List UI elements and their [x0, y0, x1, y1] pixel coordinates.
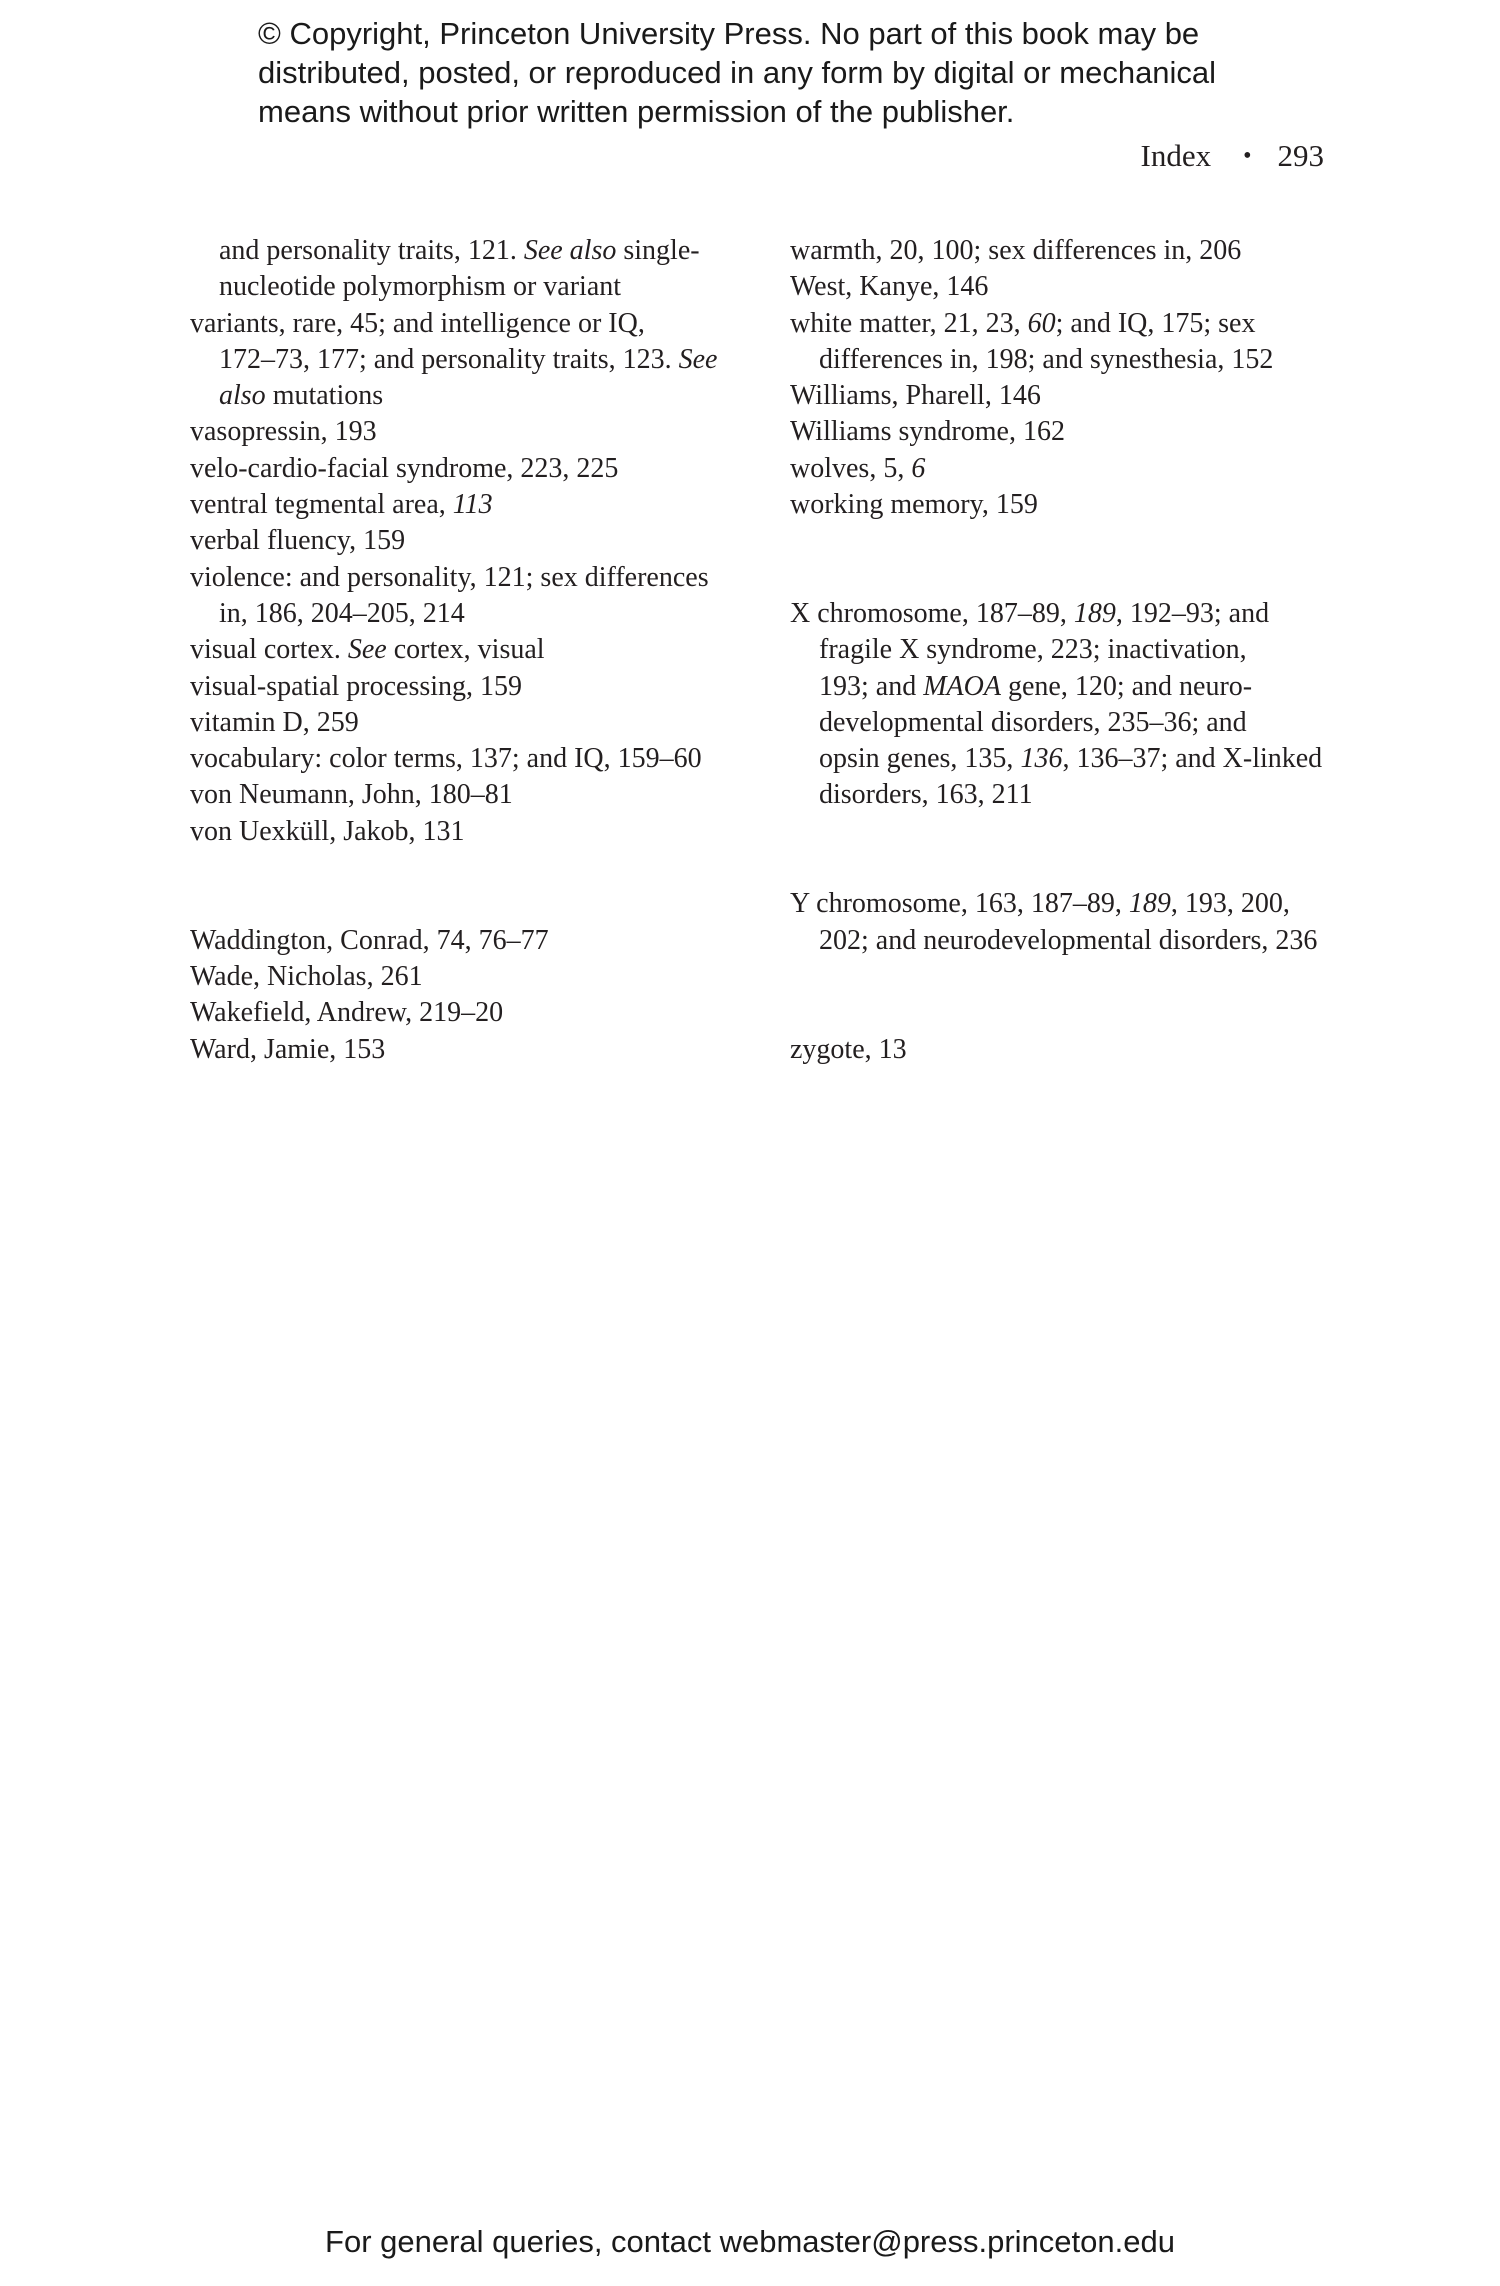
index-entry-line — [190, 451, 750, 487]
index-entry-line — [790, 306, 1350, 342]
index-entry-line — [190, 777, 750, 813]
index-entry-line — [190, 923, 750, 959]
index-entry-text: X chromosome, 187–89, — [790, 597, 1074, 629]
index-entry-line — [790, 741, 1350, 777]
index-entry-italic: also — [219, 380, 266, 412]
page-number: 293 — [1277, 138, 1324, 173]
index-entry-text: 202; and neurodevelopmental disorders, 236 — [819, 924, 1318, 956]
index-entry-italic: MAOA — [923, 670, 1001, 702]
index-entry-italic: See also — [523, 235, 617, 266]
running-head-bullet: • — [1243, 143, 1252, 169]
index-entry-italic: See — [678, 343, 718, 375]
index-entry-text: in, 186, 204–205, 214 — [219, 597, 465, 629]
index-entry-text: 193; and — [819, 670, 924, 702]
index-entry-line — [790, 1032, 1350, 1068]
index-entry-line — [190, 669, 750, 705]
index-entry-text: single- — [616, 235, 700, 266]
index-entry-text: von Neumann, John, 180–81 — [190, 779, 513, 811]
index-entry-line — [190, 814, 750, 850]
index-entry-line — [190, 414, 750, 450]
index-entry-text: Y chromosome, 163, 187–89, — [790, 888, 1129, 920]
copyright-notice — [258, 14, 1338, 131]
index-entry-line — [190, 1032, 750, 1068]
index-entry-text: verbal fluency, 159 — [190, 525, 406, 557]
index-entry-line — [190, 959, 750, 995]
index-spacer — [190, 850, 750, 886]
index-entry-line — [190, 269, 750, 305]
index-entry-text: Wade, Nicholas, 261 — [190, 960, 423, 992]
index-entry-text: ; and IQ, 175; sex — [1055, 307, 1256, 339]
index-entry-text: opsin genes, 135, — [819, 743, 1021, 775]
index-entry-line — [790, 669, 1350, 705]
index-entry-line — [190, 560, 750, 596]
index-entry-line — [790, 269, 1350, 305]
index-entry-text: West, Kanye, 146 — [790, 271, 989, 303]
index-entry-text: Waddington, Conrad, 74, 76–77 — [190, 924, 549, 956]
index-entry-text: cortex, visual — [386, 634, 545, 666]
index-entry-text: Williams, Pharell, 146 — [790, 380, 1041, 412]
index-spacer — [790, 850, 1350, 886]
index-entry-text: visual cortex. — [190, 634, 348, 666]
index-entry-line — [190, 342, 750, 378]
copyright-line: © Copyright, Princeton University Press. No part of this book may be — [258, 16, 1200, 51]
index-entry-text: 172–73, 177; and personality traits, 123. — [219, 343, 679, 375]
index-entry-text: Williams syndrome, 162 — [790, 416, 1065, 448]
index-entry-line — [790, 487, 1350, 523]
index-entry-line — [190, 741, 750, 777]
index-entry-italic: 113 — [452, 489, 493, 521]
index-entry-italic: 189 — [1128, 888, 1171, 920]
index-entry-text: ventral tegmental area, — [190, 489, 453, 521]
index-entry-text: nucleotide polymorphism or variant — [219, 271, 622, 303]
index-entry-text: working memory, 159 — [790, 489, 1038, 521]
index-entry-text: mutations — [265, 380, 384, 412]
index-entry-line — [790, 378, 1350, 414]
copyright-line: distributed, posted, or reproduced in any form by digital or mechanical — [258, 55, 1217, 90]
index-spacer — [190, 886, 750, 922]
index-spacer — [790, 560, 1350, 596]
running-head-section: Index — [1140, 138, 1212, 173]
index-entry-line — [790, 596, 1350, 632]
index-entry-text: vocabulary: color terms, 137; and IQ, 159–60 — [190, 743, 702, 775]
index-entry-text: variants, rare, 45; and intelligence or IQ, — [190, 307, 645, 339]
index-entry-line — [790, 777, 1350, 813]
index-entry-line — [190, 523, 750, 559]
index-entry-line — [190, 378, 750, 414]
index-entry-text: velo-cardio-facial syndrome, 223, 225 — [190, 452, 619, 484]
index-entry-line — [190, 995, 750, 1031]
index-entry-text: differences in, 198; and synesthesia, 152 — [819, 343, 1274, 375]
index-entry-line — [190, 306, 750, 342]
footer-contact: For general queries, contact webmaster@press.princeton.edu — [325, 2224, 1175, 2259]
index-entry-line — [790, 233, 1350, 269]
index-entry-italic: 189 — [1073, 597, 1116, 629]
index-entry-text: , 192–93; and — [1115, 597, 1270, 629]
index-entry-text: zygote, 13 — [790, 1033, 907, 1065]
index-entry-text: developmental disorders, 235–36; and — [819, 706, 1247, 738]
index-entry-text: , 136–37; and X-linked — [1062, 743, 1323, 775]
index-column-left — [190, 233, 750, 1068]
index-entry-text: visual-spatial processing, 159 — [190, 670, 523, 702]
index-spacer — [790, 523, 1350, 559]
index-entry-text: gene, 120; and neuro- — [1000, 670, 1253, 702]
index-entry-line — [190, 487, 750, 523]
index-entry-italic: 136 — [1020, 743, 1063, 775]
index-entry-italic: 60 — [1027, 307, 1056, 339]
index-entry-line — [790, 705, 1350, 741]
index-entry-line — [790, 451, 1350, 487]
index-spacer — [790, 814, 1350, 850]
index-entry-text: von Uexküll, Jakob, 131 — [190, 815, 465, 847]
index-entry-text: vasopressin, 193 — [190, 416, 377, 448]
index-entry-text: and personality traits, 121. — [219, 235, 524, 266]
running-head — [1141, 136, 1325, 176]
index-entry-line — [790, 923, 1350, 959]
index-entry-text: vitamin D, 259 — [190, 706, 359, 738]
index-entry-line — [190, 705, 750, 741]
index-entry-line — [790, 342, 1350, 378]
index-entry-line — [790, 886, 1350, 922]
index-entry-line — [790, 414, 1350, 450]
index-entry-line — [190, 596, 750, 632]
index-entry-text: Wakefield, Andrew, 219–20 — [190, 997, 504, 1029]
index-column-right — [790, 233, 1350, 1068]
index-entry-text: white matter, 21, 23, — [790, 307, 1028, 339]
index-spacer — [790, 959, 1350, 995]
index-entry-line — [190, 233, 750, 269]
index-entry-text: fragile X syndrome, 223; inactivation, — [819, 634, 1247, 666]
index-entry-text: , 193, 200, — [1170, 888, 1290, 920]
index-entry-line — [190, 632, 750, 668]
index-entry-text: warmth, 20, 100; sex differences in, 206 — [790, 235, 1242, 266]
index-entry-text: disorders, 163, 211 — [819, 779, 1033, 811]
copyright-line: means without prior written permission of the publisher. — [258, 94, 1015, 129]
index-entry-italic: 6 — [911, 452, 926, 484]
index-entry-text: violence: and personality, 121; sex differences — [190, 561, 709, 593]
index-entry-text: wolves, 5, — [790, 452, 912, 484]
index-entry-text: Ward, Jamie, 153 — [190, 1033, 386, 1065]
index-entry-italic: See — [347, 634, 387, 666]
index-spacer — [790, 995, 1350, 1031]
index-entry-line — [790, 632, 1350, 668]
